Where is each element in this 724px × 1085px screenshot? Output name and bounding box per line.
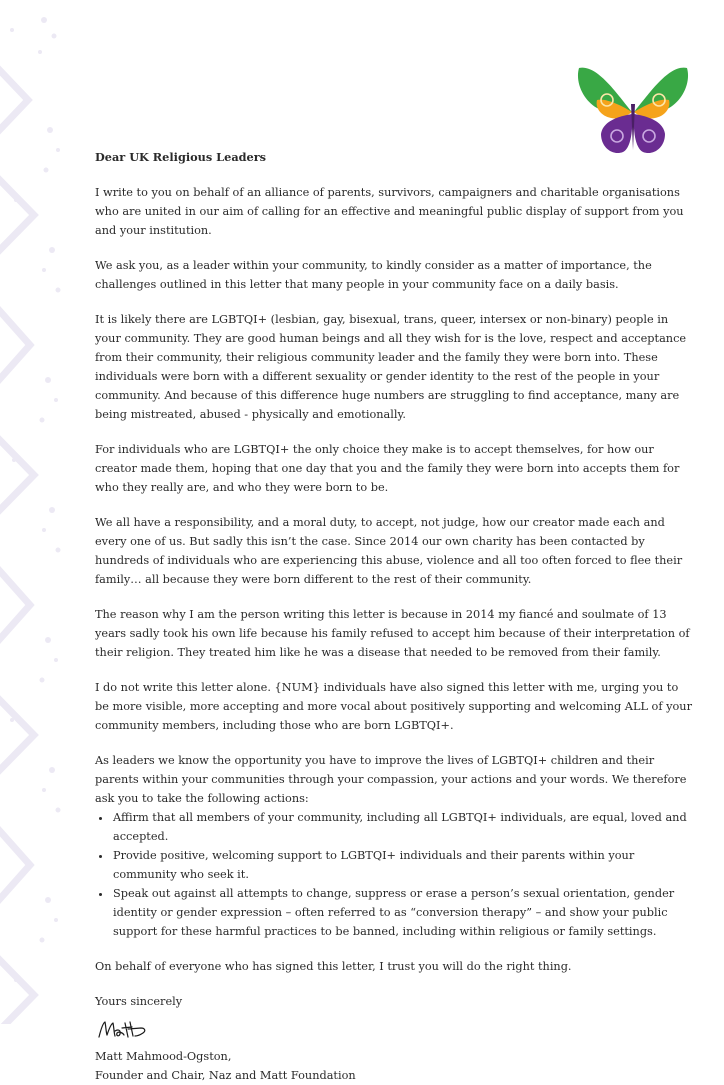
paragraph-signatories: I do not write this letter alone. {NUM} individuals have also signed this letter with me, urging you to be more visible, more accepting and more vocal about positively supporting and welcoming ALL of your community members, including those who are born LGBTQI+. xyxy=(95,681,692,732)
signature-icon xyxy=(97,1019,149,1041)
signatory-name: Matt Mahmood-Ogston, xyxy=(95,1050,232,1063)
action-item: • Speak out against all attempts to change, suppress or erase a person’s sexual orientation, gender identity or gender expression – often referred to as “conversion therapy” – and show your public support for these harmful practices to be banned, including within religious or family settings. xyxy=(112,884,695,941)
paragraph-lgbtqi-community: It is likely there are LGBTQI+ (lesbian, gay, bisexual, trans, queer, intersex or non-binary) people in your community. They are good human beings and all they wish for is the love, respect and acceptance from their community, their religious community leader and the family they were born into. These individuals were born with a different sexuality or gender identity to the rest of the people in your community. And because of this difference huge numbers are struggling to find acceptance, many are being mistreated, abused - physically and emotionally. xyxy=(95,313,687,421)
decorative-side-pattern xyxy=(0,0,64,1024)
paragraph-acceptance: For individuals who are LGBTQI+ the only choice they make is to accept themselves, for how our creator made them, hoping that one day that you and the family they were born into accepts them for who they really are, and who they were born to be. xyxy=(95,443,680,494)
action-item: • Provide positive, welcoming support to LGBTQI+ individuals and their parents within your community who seek it. xyxy=(112,846,695,884)
paragraph-final: On behalf of everyone who has signed this letter, I trust you will do the right thing. xyxy=(95,960,572,973)
butterfly-logo-icon xyxy=(577,64,689,158)
closing: Yours sincerely xyxy=(95,995,183,1008)
paragraph-personal-story: The reason why I am the person writing this letter is because in 2014 my fiancé and soulmate of 13 years sadly took his own life because his family refused to accept him because of their interpretation of their religion. They treated him like he was a disease that needed to be removed from their family. xyxy=(95,608,690,659)
action-item: • Affirm that all members of your community, including all LGBTQI+ individuals, are equal, loved and accepted. xyxy=(112,808,695,846)
paragraph-request: We ask you, as a leader within your community, to kindly consider as a matter of importance, the challenges outlined in this letter that many people in your community face on a daily basis. xyxy=(95,259,652,291)
actions-list xyxy=(95,808,695,941)
paragraph-actions-intro: As leaders we know the opportunity you have to improve the lives of LGBTQI+ children and their parents within your communities through your compassion, your actions and your words. We therefore ask you to take the following actions: xyxy=(95,754,687,805)
salutation: Dear UK Religious Leaders xyxy=(95,150,267,164)
signatory-title: Founder and Chair, Naz and Matt Foundation xyxy=(95,1069,356,1082)
paragraph-responsibility: We all have a responsibility, and a moral duty, to accept, not judge, how our creator made each and every one of us. But sadly this isn’t the case. Since 2014 our own charity has been contacted by hundreds of individuals who are experiencing this abuse, violence and all too often forced to flee their family… all because they were born different to the rest of their community. xyxy=(95,516,683,586)
paragraph-intro: I write to you on behalf of an alliance of parents, survivors, campaigners and charitable organisations who are united in our aim of calling for an effective and meaningful public display of support from you and your institution. xyxy=(95,186,684,237)
letter-body xyxy=(95,148,695,1085)
